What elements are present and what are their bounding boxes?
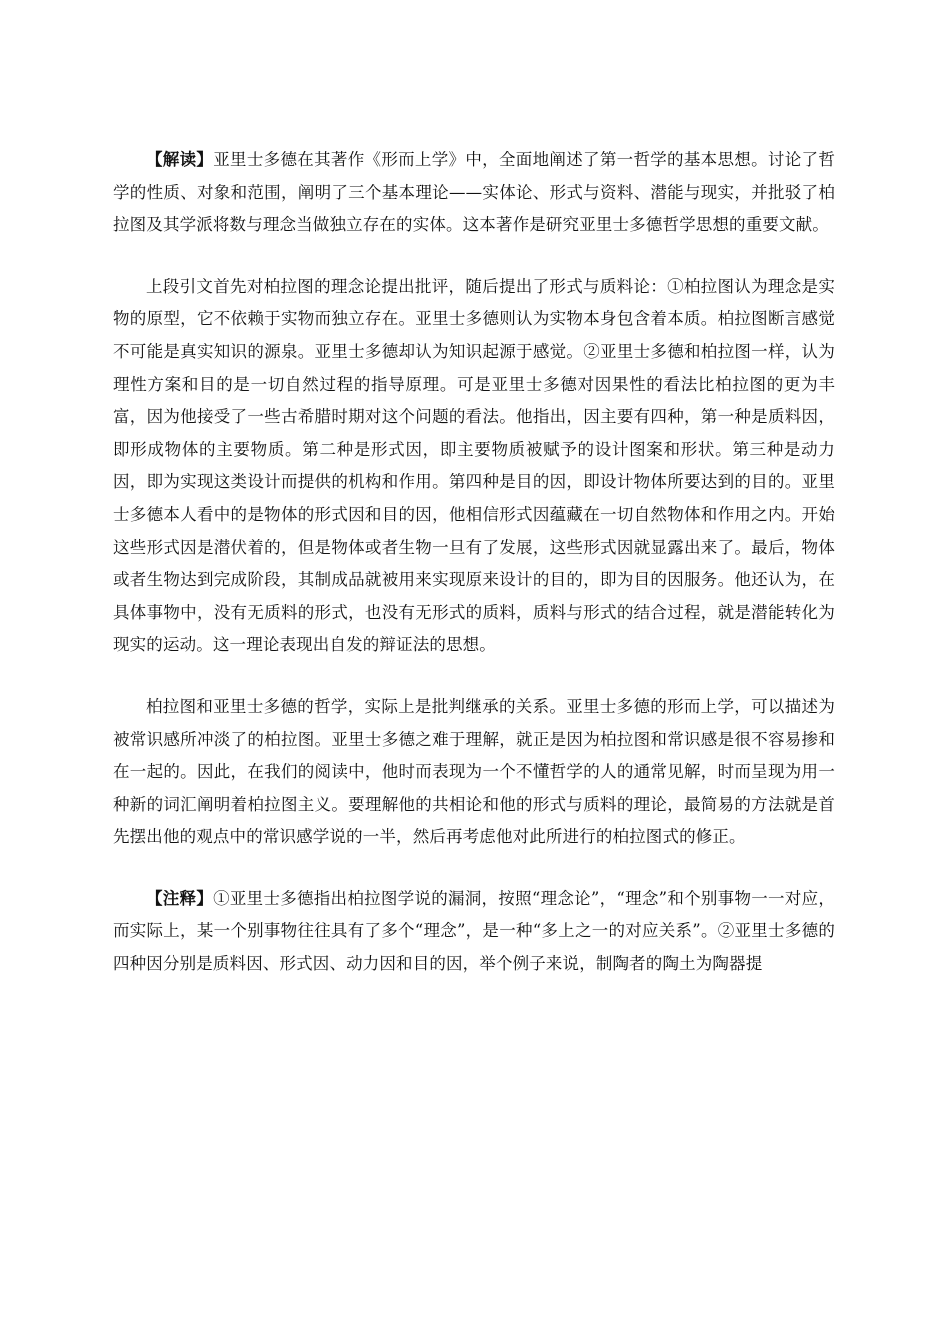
notes-text: ①亚里士多德指出柏拉图学说的漏洞，按照“理念论”，“理念”和个别事物一一对应，而实际上，某一个别事物往往具有了多个“理念”，是一种“多上之一的对应关系”。②亚里士多德的四种因分别是质料因、形式因、动力因和目的因，举个例子来说，制陶者的陶土为陶器提 xyxy=(113,888,835,974)
paragraph-comparison xyxy=(113,691,835,854)
interpretation-heading: 【解读】 xyxy=(146,150,214,169)
notes-heading: 【注释】 xyxy=(146,888,214,908)
document-page xyxy=(113,144,835,1010)
paragraph-interpretation xyxy=(113,144,835,242)
analysis-text: 上段引文首先对柏拉图的理念论提出批评，随后提出了形式与质料论：①柏拉图认为理念是实物的原型，它不依赖于实物而独立存在。亚里士多德则认为实物本身包含着本质。柏拉图断言感觉不可能是真实知识的源泉。亚里士多德却认为知识起源于感觉。②亚里士多德和柏拉图一样，认为理性方案和目的是一切自然过程的指导原理。可是亚里士多德对因果性的看法比柏拉图的更为丰富，因为他接受了一些古希腊时期对这个问题的看法。他指出，因主要有四种，第一种是质料因，即形成物体的主要物质。第二种是形式因，即主要物质被赋予的设计图案和形状。第三种是动力因，即为实现这类设计而提供的机构和作用。第四种是目的因，即设计物体所要达到的目的。亚里士多德本人看中的是物体的形式因和目的因，他相信形式因蕴藏在一切自然物体和作用之内。开始这些形式因是潜伏着的，但是物体或者生物一旦有了发展，这些形式因就显露出来了。最后，物体或者生物达到完成阶段，其制成品就被用来实现原来设计的目的，即为目的因服务。他还认为，在具体事物中，没有无质料的形式，也没有无形式的质料，质料与形式的结合过程，就是潜能转化为现实的运动。这一理论表现出自发的辩证法的思想。 xyxy=(113,276,835,655)
paragraph-notes xyxy=(113,883,835,981)
comparison-text: 柏拉图和亚里士多德的哲学，实际上是批判继承的关系。亚里士多德的形而上学，可以描述为被常识感所冲淡了的柏拉图。亚里士多德之难于理解，就正是因为柏拉图和常识感是很不容易掺和在一起的。因此，在我们的阅读中，他时而表现为一个不懂哲学的人的通常见解，时而呈现为用一种新的词汇阐明着柏拉图主义。要理解他的共相论和他的形式与质料的理论，最简易的方法就是首先摆出他的观点中的常识感学说的一半，然后再考虑他对此所进行的柏拉图式的修正。 xyxy=(113,696,835,847)
interpretation-text: 亚里士多德在其著作《形而上学》中，全面地阐述了第一哲学的基本思想。讨论了哲学的性质、对象和范围，阐明了三个基本理论——实体论、形式与资料、潜能与现实，并批驳了柏拉图及其学派将数与理念当做独立存在的实体。这本著作是研究亚里士多德哲学思想的重要文献。 xyxy=(113,150,835,235)
paragraph-analysis xyxy=(113,271,835,662)
